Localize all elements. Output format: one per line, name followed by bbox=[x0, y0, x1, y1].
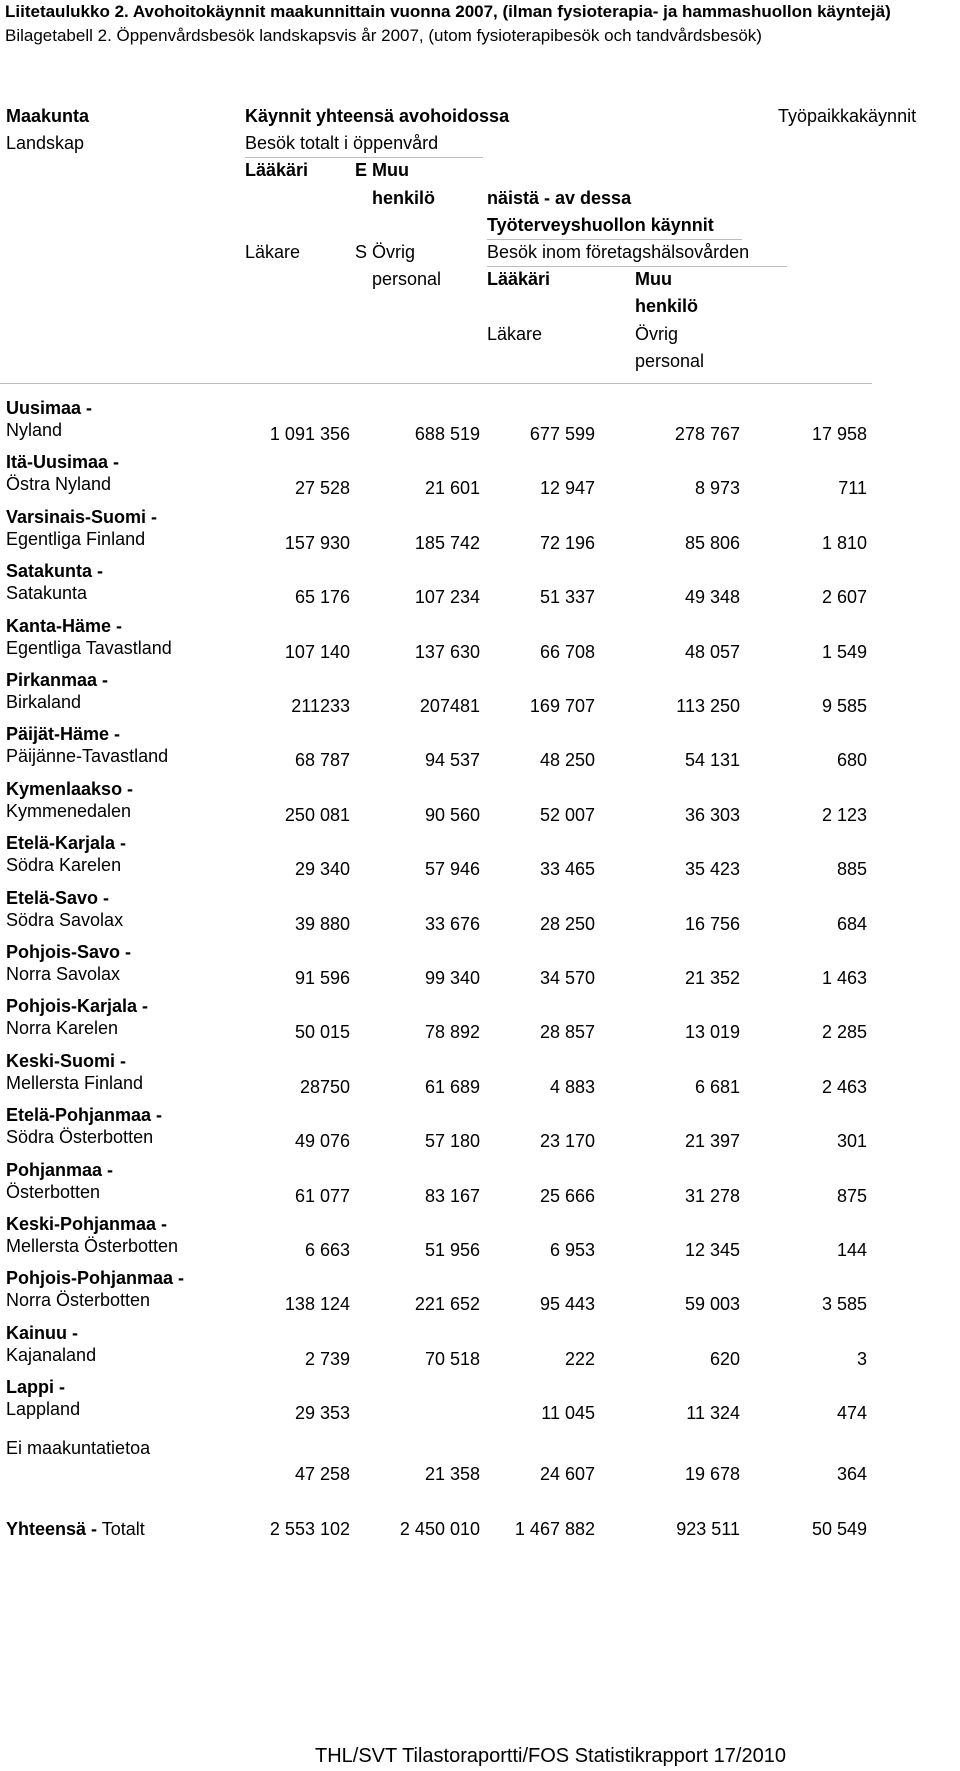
row-value: 78 892 bbox=[424, 1022, 480, 1043]
row-label-sv: Egentliga Finland bbox=[6, 528, 146, 549]
row-value: 278 767 bbox=[674, 424, 740, 444]
row-value: 50 549 bbox=[811, 1519, 867, 1539]
row-value: 711 bbox=[838, 478, 867, 499]
row-label bbox=[6, 397, 92, 441]
row-value: 61 689 bbox=[424, 1076, 480, 1097]
row-value: 684 bbox=[836, 913, 867, 934]
row-value: 207481 bbox=[419, 696, 480, 716]
row-label bbox=[6, 941, 131, 985]
row-value: 137 630 bbox=[414, 641, 480, 662]
row-value: 474 bbox=[836, 1403, 867, 1424]
row-value: 31 278 bbox=[684, 1185, 740, 1206]
footer-report: THL/SVT Tilastoraportti/FOS Statistikrapport 17/2010 bbox=[315, 1745, 786, 1767]
row-value: 2 739 bbox=[304, 1348, 350, 1369]
row-value: 11 045 bbox=[541, 1403, 595, 1424]
row-label-fi: Satakunta - bbox=[6, 561, 104, 582]
header-naista: näistä - av dessa bbox=[487, 188, 632, 208]
row-label-sv: Östra Nyland bbox=[6, 474, 112, 495]
row-label-fi: Pohjois-Savo - bbox=[6, 942, 132, 962]
header-kaynnit: Käynnit yhteensä avohoidossa bbox=[245, 106, 510, 126]
row-value: 9 585 bbox=[821, 696, 867, 716]
row-label-fi: Päijät-Häme - bbox=[6, 724, 121, 745]
row-value: 72 196 bbox=[539, 532, 595, 553]
row-label-fi: Etelä-Savo - bbox=[6, 887, 110, 908]
row-label-sv: Satakunta bbox=[6, 583, 88, 604]
row-value: 49 076 bbox=[294, 1131, 350, 1152]
ei-maakuntatietoa-label: Ei maakuntatietoa bbox=[6, 1438, 151, 1458]
row-value: 2 463 bbox=[821, 1076, 867, 1097]
row-value: 6 953 bbox=[549, 1240, 595, 1260]
row-value: 29 353 bbox=[294, 1403, 350, 1424]
row-label bbox=[6, 723, 168, 767]
row-value: 4 883 bbox=[549, 1076, 595, 1097]
row-label-fi: Keski-Pohjanmaa - bbox=[6, 1214, 168, 1234]
row-value: 57 946 bbox=[424, 859, 480, 880]
row-label bbox=[6, 1159, 113, 1203]
row-value: 1 467 882 bbox=[514, 1519, 595, 1539]
row-value: 13 019 bbox=[684, 1022, 740, 1043]
header-underline-4 bbox=[0, 383, 872, 384]
row-value: 3 bbox=[856, 1348, 867, 1369]
row-label-sv: Kymmenedalen bbox=[6, 800, 132, 821]
header-henkilo-1: henkilö bbox=[372, 188, 436, 208]
row-label-fi: Pirkanmaa - bbox=[6, 670, 109, 690]
header-personal-2: personal bbox=[635, 351, 705, 371]
row-value: 12 947 bbox=[539, 478, 595, 499]
row-label-fi: Pohjois-Karjala - bbox=[6, 996, 149, 1017]
row-value: 66 708 bbox=[539, 641, 595, 662]
row-value: 113 250 bbox=[676, 696, 740, 716]
row-label-sv: Södra Savolax bbox=[6, 909, 124, 930]
row-value: 1 810 bbox=[821, 532, 867, 553]
total-row-label-sv: Totalt bbox=[101, 1519, 145, 1539]
row-value: 2 285 bbox=[821, 1022, 867, 1043]
row-label-sv: Mellersta Finland bbox=[6, 1072, 144, 1093]
row-value: 211233 bbox=[291, 696, 350, 716]
row-label-fi: Etelä-Karjala - bbox=[6, 833, 127, 854]
row-value: 34 570 bbox=[539, 968, 595, 988]
header-s-ovrig: S Övrig bbox=[355, 242, 416, 262]
row-value: 54 131 bbox=[684, 750, 740, 771]
row-value: 94 537 bbox=[424, 750, 480, 771]
row-value: 29 340 bbox=[294, 859, 350, 880]
row-label-fi: Pohjois-Pohjanmaa - bbox=[6, 1268, 185, 1289]
row-value: 11 324 bbox=[686, 1403, 740, 1424]
row-value: 12 345 bbox=[684, 1240, 740, 1260]
row-label-fi: Etelä-Pohjanmaa - bbox=[6, 1105, 163, 1126]
row-label bbox=[6, 669, 108, 713]
row-label-sv: Södra Österbotten bbox=[6, 1127, 154, 1148]
header-lakare-1: Läkare bbox=[245, 242, 301, 262]
row-label bbox=[6, 615, 172, 659]
row-value: 19 678 bbox=[684, 1464, 740, 1484]
header-underline-3 bbox=[487, 266, 787, 267]
row-label-sv: Norra Savolax bbox=[6, 964, 121, 984]
row-label-fi: Kymenlaakso - bbox=[6, 778, 134, 799]
row-value: 59 003 bbox=[684, 1294, 740, 1315]
row-label bbox=[6, 1213, 178, 1257]
row-label-sv: Södra Karelen bbox=[6, 855, 122, 876]
row-value: 70 518 bbox=[424, 1348, 480, 1369]
row-value: 17 958 bbox=[811, 424, 867, 444]
row-label-sv: Lappland bbox=[6, 1399, 81, 1420]
row-label bbox=[6, 506, 157, 550]
row-value: 51 337 bbox=[539, 587, 595, 608]
row-value: 680 bbox=[836, 750, 867, 771]
document-title: Liitetaulukko 2. Avohoitokäynnit maakunnittain vuonna 2007, (ilman fysioterapia- ja hammashuollon käyntejä) bbox=[5, 2, 891, 21]
row-label-sv: Kajanaland bbox=[6, 1344, 97, 1365]
row-value: 47 258 bbox=[294, 1464, 350, 1484]
row-value: 3 585 bbox=[821, 1294, 867, 1315]
row-value: 301 bbox=[836, 1131, 867, 1152]
row-label-sv: Nyland bbox=[6, 420, 63, 440]
row-value: 677 599 bbox=[529, 424, 595, 444]
header-besok: Besök totalt i öppenvård bbox=[245, 133, 439, 153]
header-tyoterveys: Työterveyshuollon käynnit bbox=[487, 215, 714, 235]
row-value: 21 601 bbox=[424, 478, 480, 499]
header-tyopaikka: Työpaikkakäynnit bbox=[778, 106, 917, 126]
row-value: 21 397 bbox=[684, 1131, 740, 1152]
row-value: 51 956 bbox=[424, 1240, 480, 1260]
header-besok-inom: Besök inom företagshälsovården bbox=[487, 242, 750, 262]
header-laakari-2: Lääkäri bbox=[487, 269, 551, 289]
row-value: 1 463 bbox=[821, 968, 867, 988]
row-value: 138 124 bbox=[284, 1294, 350, 1315]
row-value: 49 348 bbox=[684, 587, 740, 608]
header-underline-1 bbox=[245, 157, 483, 158]
row-label-fi: Pohjanmaa - bbox=[6, 1159, 114, 1180]
row-value: 144 bbox=[836, 1240, 867, 1260]
row-label-fi: Varsinais-Suomi - bbox=[6, 506, 158, 527]
row-value: 875 bbox=[836, 1185, 867, 1206]
row-label-sv: Norra Karelen bbox=[6, 1018, 119, 1039]
row-value: 21 352 bbox=[684, 968, 740, 988]
row-value: 85 806 bbox=[684, 532, 740, 553]
row-label-sv: Mellersta Österbotten bbox=[6, 1236, 179, 1256]
row-label-fi: Kainuu - bbox=[6, 1322, 78, 1343]
row-value: 99 340 bbox=[424, 968, 480, 988]
row-label bbox=[6, 1050, 143, 1094]
row-value: 61 077 bbox=[294, 1185, 350, 1206]
row-label bbox=[6, 1322, 96, 1366]
header-maakunta: Maakunta bbox=[6, 106, 90, 126]
row-label bbox=[6, 451, 119, 495]
row-value: 6 681 bbox=[694, 1076, 740, 1097]
row-value: 57 180 bbox=[424, 1131, 480, 1152]
row-value: 48 057 bbox=[684, 641, 740, 662]
row-value: 107 234 bbox=[414, 587, 480, 608]
row-value: 48 250 bbox=[539, 750, 595, 771]
row-label-fi: Uusimaa - bbox=[6, 398, 93, 418]
row-value: 33 465 bbox=[539, 859, 595, 880]
row-value: 6 663 bbox=[304, 1240, 350, 1260]
row-value: 27 528 bbox=[294, 478, 350, 499]
row-label-fi: Itä-Uusimaa - bbox=[6, 452, 120, 473]
row-label-sv: Birkaland bbox=[6, 692, 82, 712]
row-label-sv: Österbotten bbox=[6, 1181, 101, 1202]
header-henkilo-2: henkilö bbox=[635, 296, 699, 316]
row-label bbox=[6, 1376, 80, 1420]
row-label bbox=[6, 995, 148, 1039]
row-value: 8 973 bbox=[694, 478, 740, 499]
row-value: 52 007 bbox=[539, 804, 595, 825]
header-landskap: Landskap bbox=[6, 133, 85, 153]
row-label-sv: Norra Österbotten bbox=[6, 1290, 151, 1311]
row-value: 222 bbox=[564, 1348, 595, 1369]
header-underline-2 bbox=[487, 239, 742, 240]
row-label bbox=[6, 560, 103, 604]
row-value: 36 303 bbox=[684, 804, 740, 825]
row-value: 95 443 bbox=[539, 1294, 595, 1315]
row-label-fi: Keski-Suomi - bbox=[6, 1050, 127, 1071]
row-label bbox=[6, 778, 133, 822]
row-value: 1 549 bbox=[821, 641, 867, 662]
row-value: 68 787 bbox=[294, 750, 350, 771]
row-label-sv: Päijänne-Tavastland bbox=[6, 746, 169, 767]
total-row-label-fi: Yhteensä - bbox=[6, 1519, 98, 1539]
row-value: 2 553 102 bbox=[269, 1519, 350, 1539]
row-value: 25 666 bbox=[539, 1185, 595, 1206]
row-value: 16 756 bbox=[684, 913, 740, 934]
row-value: 923 511 bbox=[676, 1519, 740, 1539]
row-value: 364 bbox=[836, 1464, 867, 1484]
row-value: 2 123 bbox=[821, 804, 867, 825]
row-label-fi: Lappi - bbox=[6, 1377, 65, 1398]
row-value: 28 857 bbox=[539, 1022, 595, 1043]
row-label-sv: Egentliga Tavastland bbox=[6, 637, 172, 658]
row-label bbox=[6, 1104, 162, 1148]
row-value: 39 880 bbox=[294, 913, 350, 934]
row-label-fi: Kanta-Häme - bbox=[6, 615, 123, 636]
row-value: 2 450 010 bbox=[399, 1519, 480, 1539]
row-value: 250 081 bbox=[284, 804, 350, 825]
row-value: 35 423 bbox=[684, 859, 740, 880]
row-value: 157 930 bbox=[284, 532, 350, 553]
header-personal-1: personal bbox=[372, 269, 442, 289]
row-value: 65 176 bbox=[294, 587, 350, 608]
header-laakari-1: Lääkäri bbox=[245, 160, 309, 180]
header-muu-2: Muu bbox=[635, 269, 672, 289]
header-ovrig-2: Övrig bbox=[635, 324, 679, 344]
row-value: 21 358 bbox=[424, 1464, 480, 1484]
header-lakare-2: Läkare bbox=[487, 324, 543, 344]
row-label bbox=[6, 887, 123, 931]
row-value: 91 596 bbox=[294, 968, 350, 988]
row-value: 33 676 bbox=[424, 913, 480, 934]
row-value: 90 560 bbox=[424, 804, 480, 825]
row-value: 885 bbox=[836, 859, 867, 880]
header-e-muu: E Muu bbox=[355, 160, 409, 180]
total-row-label bbox=[6, 1519, 145, 1540]
document-subtitle: Bilagetabell 2. Öppenvårdsbesök landskapsvis år 2007, (utom fysioterapibesök och tandvårdsbesök) bbox=[5, 26, 762, 45]
row-value: 169 707 bbox=[529, 696, 595, 716]
row-value: 185 742 bbox=[414, 532, 480, 553]
row-value: 83 167 bbox=[424, 1185, 480, 1206]
row-value: 1 091 356 bbox=[269, 424, 350, 444]
row-value: 221 652 bbox=[414, 1294, 480, 1315]
row-value: 107 140 bbox=[284, 641, 350, 662]
row-label bbox=[6, 1267, 184, 1311]
row-value: 23 170 bbox=[539, 1131, 595, 1152]
row-label bbox=[6, 832, 126, 876]
row-value: 50 015 bbox=[294, 1022, 350, 1043]
row-value: 28 250 bbox=[539, 913, 595, 934]
row-value: 24 607 bbox=[539, 1464, 595, 1484]
row-value: 28750 bbox=[299, 1076, 350, 1097]
row-value: 688 519 bbox=[414, 424, 480, 444]
row-value: 620 bbox=[709, 1348, 740, 1369]
row-value: 2 607 bbox=[821, 587, 867, 608]
